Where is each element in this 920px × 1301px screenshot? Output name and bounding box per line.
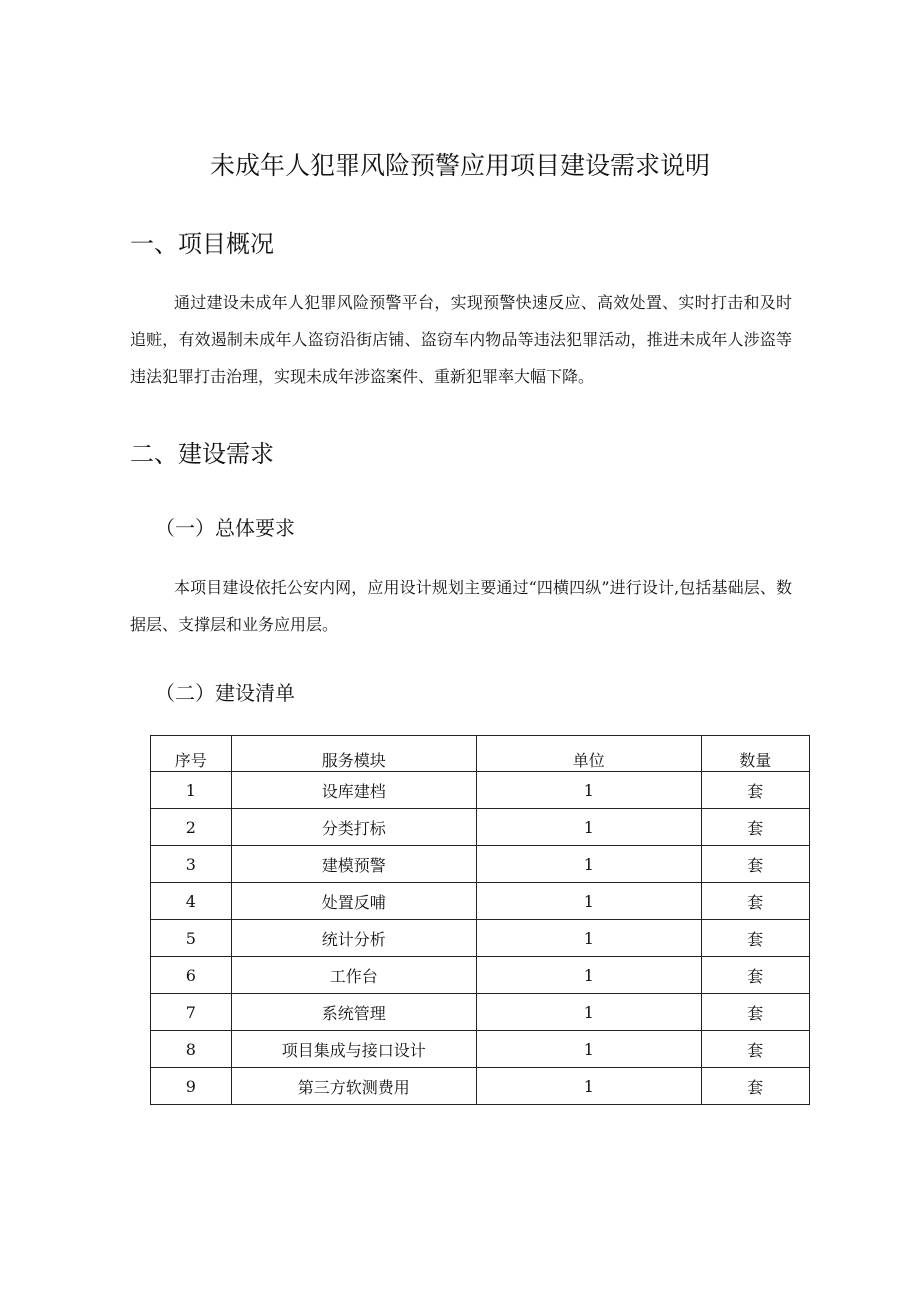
cell-index: 4 bbox=[151, 883, 232, 920]
subsection-heading-list: （二）建设清单 bbox=[155, 681, 295, 705]
cell-quantity: 套 bbox=[701, 1031, 809, 1068]
cell-quantity: 套 bbox=[701, 1068, 809, 1105]
cell-unit: 1 bbox=[477, 809, 702, 846]
table-row bbox=[151, 920, 810, 957]
header-cell-module: 服务模块 bbox=[231, 736, 476, 772]
cell-index: 5 bbox=[151, 920, 232, 957]
cell-index: 3 bbox=[151, 846, 232, 883]
table-row bbox=[151, 883, 810, 920]
cell-unit: 1 bbox=[477, 883, 702, 920]
section-heading-overview: 一、项目概况 bbox=[130, 230, 274, 258]
construction-list-table bbox=[150, 735, 810, 1105]
table-row bbox=[151, 809, 810, 846]
cell-quantity: 套 bbox=[701, 883, 809, 920]
cell-index: 8 bbox=[151, 1031, 232, 1068]
cell-module: 统计分析 bbox=[231, 920, 476, 957]
cell-unit: 1 bbox=[477, 1068, 702, 1105]
cell-index: 9 bbox=[151, 1068, 232, 1105]
cell-unit: 1 bbox=[477, 1031, 702, 1068]
cell-module: 工作台 bbox=[231, 957, 476, 994]
table-row bbox=[151, 957, 810, 994]
cell-index: 2 bbox=[151, 809, 232, 846]
cell-module: 建模预警 bbox=[231, 846, 476, 883]
cell-module: 项目集成与接口设计 bbox=[231, 1031, 476, 1068]
table-row bbox=[151, 1031, 810, 1068]
general-requirements-paragraph: 本项目建设依托公安内网，应用设计规划主要通过“四横四纵”进行设计,包括基础层、数据层、支撑层和业务应用层。 bbox=[130, 578, 792, 634]
cell-unit: 1 bbox=[477, 957, 702, 994]
overview-paragraph: 通过建设未成年人犯罪风险预警平台，实现预警快速反应、高效处置、实时打击和及时追赃，有效遏制未成年人盗窃沿街店铺、盗窃车内物品等违法犯罪活动，推进未成年人涉盗等违法犯罪打击治理，实现未成年涉盗案件、重新犯罪率大幅下降。 bbox=[130, 293, 792, 386]
document-title: 未成年人犯罪风险预警应用项目建设需求说明 bbox=[209, 151, 710, 180]
table-row bbox=[151, 1068, 810, 1105]
section-heading-requirements: 二、建设需求 bbox=[130, 440, 274, 468]
table-row bbox=[151, 994, 810, 1031]
cell-unit: 1 bbox=[477, 772, 702, 809]
cell-unit: 1 bbox=[477, 994, 702, 1031]
table-row bbox=[151, 772, 810, 809]
cell-module: 第三方软测费用 bbox=[231, 1068, 476, 1105]
cell-quantity: 套 bbox=[701, 809, 809, 846]
cell-module: 分类打标 bbox=[231, 809, 476, 846]
header-cell-unit: 单位 bbox=[477, 736, 702, 772]
cell-quantity: 套 bbox=[701, 846, 809, 883]
subsection-heading-general: （一）总体要求 bbox=[155, 516, 295, 540]
table-row bbox=[151, 846, 810, 883]
cell-quantity: 套 bbox=[701, 994, 809, 1031]
header-cell-index: 序号 bbox=[151, 736, 232, 772]
cell-quantity: 套 bbox=[701, 957, 809, 994]
table-header-row bbox=[151, 736, 810, 772]
cell-module: 系统管理 bbox=[231, 994, 476, 1031]
cell-module: 处置反哺 bbox=[231, 883, 476, 920]
cell-index: 7 bbox=[151, 994, 232, 1031]
cell-index: 6 bbox=[151, 957, 232, 994]
cell-unit: 1 bbox=[477, 846, 702, 883]
cell-unit: 1 bbox=[477, 920, 702, 957]
cell-quantity: 套 bbox=[701, 920, 809, 957]
header-cell-quantity: 数量 bbox=[701, 736, 809, 772]
cell-module: 设库建档 bbox=[231, 772, 476, 809]
cell-quantity: 套 bbox=[701, 772, 809, 809]
cell-index: 1 bbox=[151, 772, 232, 809]
